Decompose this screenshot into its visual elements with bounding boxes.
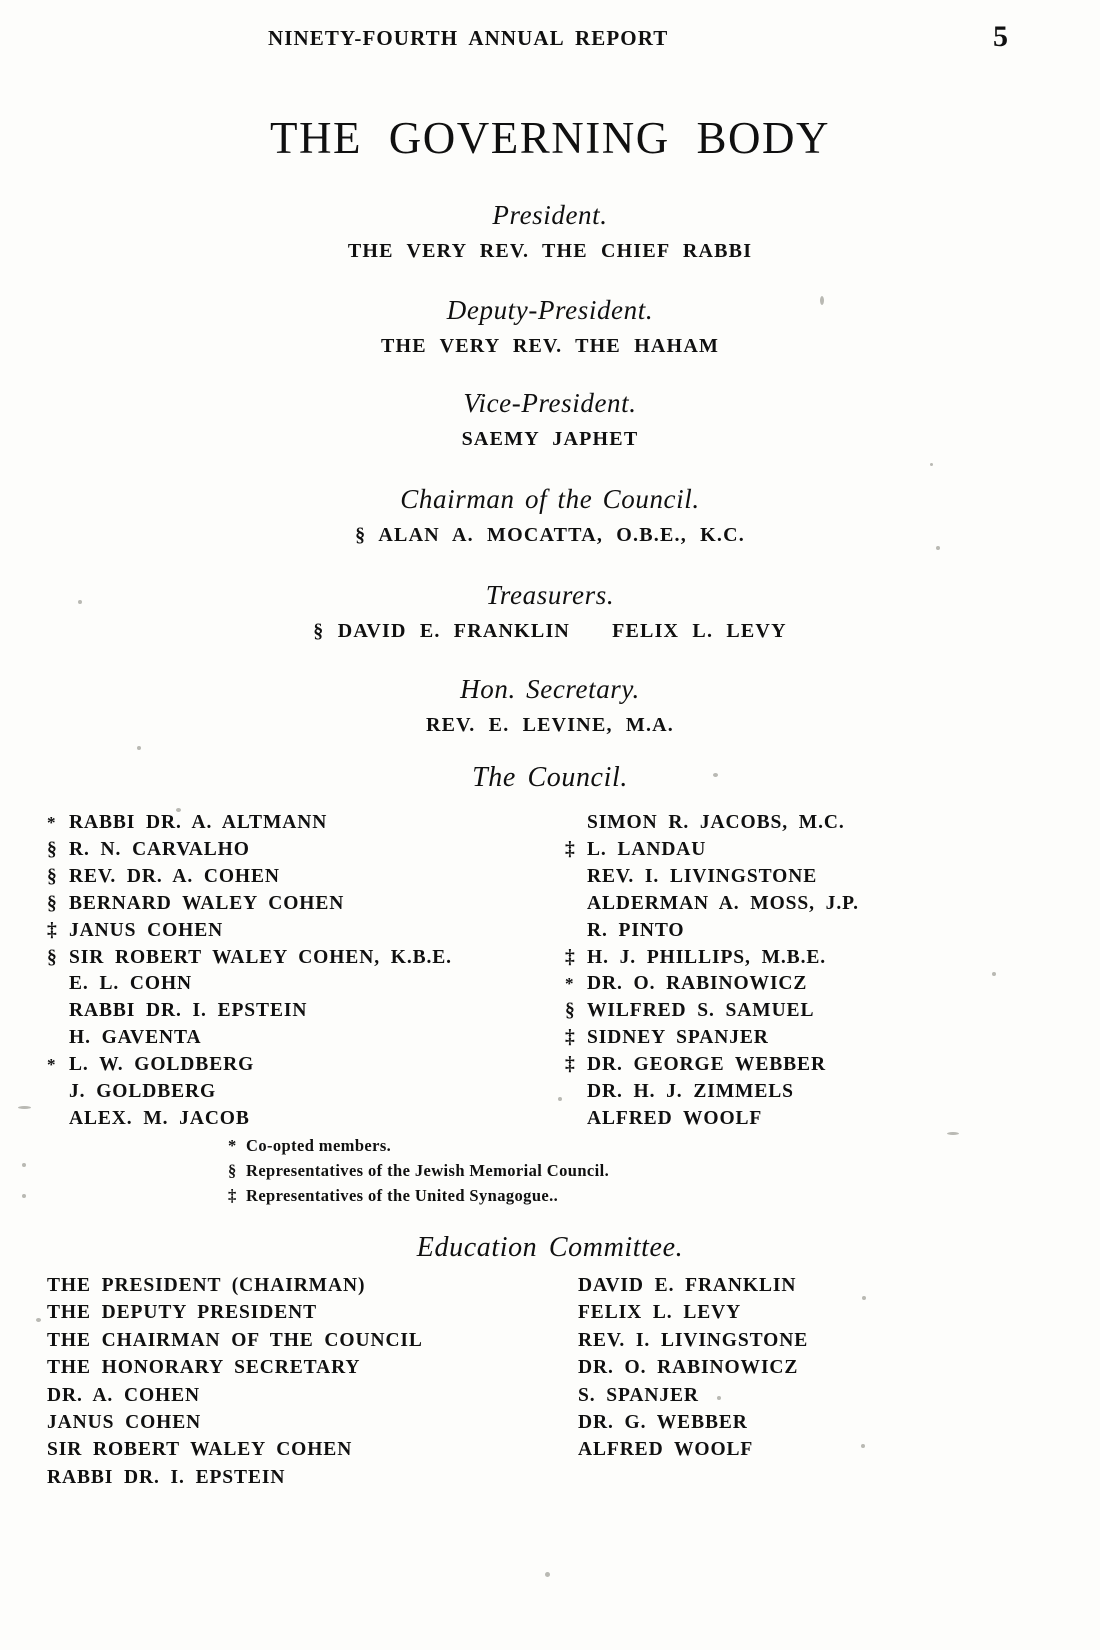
council-member	[565, 837, 1025, 864]
legend-marker: §	[228, 1161, 237, 1180]
council-member	[47, 1106, 527, 1133]
education-member: THE HONORARY SECRETARY	[47, 1357, 361, 1379]
member-name: ALEX. M. JACOB	[69, 1107, 250, 1129]
member-name: SIDNEY SPANJER	[587, 1027, 769, 1049]
legend-marker: ‡	[228, 1186, 237, 1205]
member-name: DR. H. J. ZIMMELS	[587, 1081, 794, 1103]
scan-speck	[930, 463, 933, 466]
council-member	[47, 998, 527, 1025]
officer-name	[0, 428, 1100, 451]
member-marker: §	[565, 1000, 576, 1022]
footnote-legend	[0, 1133, 1100, 1208]
officer-block-hon-secretary	[0, 674, 1100, 737]
member-name: DR. GEORGE WEBBER	[587, 1054, 826, 1076]
legend-text: Co-opted members.	[246, 1136, 392, 1155]
council-member	[565, 1079, 1025, 1106]
scan-speck	[545, 1572, 550, 1577]
council-member	[565, 810, 1025, 837]
officer-name	[0, 335, 1100, 358]
education-committee-heading: Education Committee.	[416, 1232, 684, 1263]
running-head	[0, 20, 1100, 56]
officer-role: Treasurers.	[485, 580, 615, 610]
officer-second-name-text: FELIX L. LEVY	[612, 620, 787, 642]
education-member: FELIX L. LEVY	[578, 1302, 742, 1324]
member-name: ALFRED WOOLF	[587, 1107, 763, 1129]
member-name: J. GOLDBERG	[69, 1081, 217, 1103]
officer-block-president	[0, 200, 1100, 263]
officer-role: Vice-President.	[463, 388, 637, 418]
member-name: SIMON R. JACOBS, M.C.	[587, 812, 845, 833]
education-left-column	[47, 1272, 547, 1491]
officer-marker: §	[313, 620, 325, 642]
council-member	[565, 998, 1025, 1025]
council-member	[47, 891, 527, 918]
education-member: S. SPANJER	[578, 1384, 699, 1406]
council-member	[565, 971, 1025, 998]
council-member	[565, 1052, 1025, 1079]
education-member: ALFRED WOOLF	[578, 1439, 754, 1461]
member-name: REV. I. LIVINGSTONE	[587, 865, 818, 887]
member-marker: §	[47, 865, 58, 887]
education-member: DR. O. RABINOWICZ	[578, 1357, 799, 1379]
council-member	[47, 837, 527, 864]
member-marker: ‡	[565, 946, 576, 968]
legend-item	[228, 1183, 1100, 1208]
officer-block-deputy-president	[0, 295, 1100, 358]
member-marker: §	[47, 946, 58, 968]
member-name: WILFRED S. SAMUEL	[587, 1000, 815, 1022]
member-name: H. GAVENTA	[69, 1027, 202, 1049]
member-marker: ‡	[565, 1054, 576, 1076]
council-member	[565, 891, 1025, 918]
officer-name-text: DAVID E. FRANKLIN	[337, 620, 571, 642]
legend-item	[228, 1158, 1100, 1183]
page-number: 5	[993, 20, 1008, 53]
council-member	[47, 918, 527, 945]
member-name: REV. DR. A. COHEN	[69, 865, 280, 887]
council-member	[47, 945, 527, 972]
member-name: R. PINTO	[587, 919, 685, 941]
member-marker: ‡	[565, 1027, 576, 1049]
member-name: R. N. CARVALHO	[69, 838, 250, 860]
officer-name	[0, 714, 1100, 737]
council-member	[47, 971, 527, 998]
council-member	[47, 864, 527, 891]
council-heading: The Council.	[472, 762, 628, 793]
education-member: REV. I. LIVINGSTONE	[578, 1329, 809, 1351]
member-marker: ‡	[565, 838, 576, 860]
officer-role: President.	[492, 200, 608, 230]
member-name: E. L. COHN	[69, 973, 193, 995]
council-member-list	[0, 810, 1100, 1130]
education-member: DAVID E. FRANKLIN	[578, 1275, 797, 1296]
council-member	[565, 918, 1025, 945]
scan-speck	[137, 746, 141, 750]
member-name: RABBI DR. A. ALTMANN	[69, 812, 328, 833]
legend-item	[228, 1133, 1100, 1158]
member-marker: *	[47, 813, 57, 832]
officer-name	[0, 240, 1100, 263]
council-member	[47, 1079, 527, 1106]
officer-name-text: THE VERY REV. THE CHIEF RABBI	[347, 240, 753, 262]
officer-marker: §	[355, 524, 367, 546]
legend-text: Representatives of the United Synagogue..	[246, 1186, 559, 1205]
education-member: DR. G. WEBBER	[578, 1412, 748, 1434]
page-title: THE GOVERNING BODY	[270, 113, 830, 163]
officer-block-chairman-of-council	[0, 484, 1100, 547]
council-member	[47, 810, 527, 837]
council-member	[565, 1025, 1025, 1052]
legend-text: Representatives of the Jewish Memorial Council.	[246, 1161, 610, 1180]
member-marker: ‡	[47, 919, 58, 941]
member-name: SIR ROBERT WALEY COHEN, K.B.E.	[69, 946, 452, 968]
officer-block-treasurers	[0, 580, 1100, 643]
education-member: THE DEPUTY PRESIDENT	[47, 1302, 317, 1324]
officer-name-text: ALAN A. MOCATTA, O.B.E., K.C.	[378, 524, 745, 546]
education-right-column	[578, 1272, 1018, 1464]
member-marker: *	[47, 1055, 57, 1075]
member-name: RABBI DR. I. EPSTEIN	[69, 1000, 308, 1022]
council-member	[47, 1025, 527, 1052]
council-member	[565, 864, 1025, 891]
member-name: DR. O. RABINOWICZ	[587, 973, 808, 995]
education-member: JANUS COHEN	[47, 1412, 202, 1434]
education-committee-list	[0, 1272, 1100, 1532]
member-marker: §	[47, 838, 58, 860]
member-name: H. J. PHILLIPS, M.B.E.	[587, 946, 827, 968]
education-member: THE PRESIDENT (CHAIRMAN)	[47, 1275, 366, 1296]
council-right-column	[565, 810, 1025, 1133]
member-marker: *	[565, 974, 575, 994]
council-member	[47, 1052, 527, 1079]
officer-role: Chairman of the Council.	[400, 484, 700, 514]
officer-name	[0, 524, 1100, 547]
officer-role: Hon. Secretary.	[460, 674, 640, 704]
education-member: DR. A. COHEN	[47, 1384, 200, 1406]
officer-name-text: SAEMY JAPHET	[461, 428, 639, 450]
education-member: SIR ROBERT WALEY COHEN	[47, 1439, 353, 1461]
member-name: L. LANDAU	[587, 838, 707, 860]
council-member	[565, 945, 1025, 972]
officer-role: Deputy-President.	[446, 295, 654, 325]
officer-block-vice-president	[0, 388, 1100, 451]
education-member: RABBI DR. I. EPSTEIN	[47, 1466, 286, 1488]
officer-name-text: REV. E. LEVINE, M.A.	[426, 714, 674, 736]
council-left-column	[47, 810, 527, 1133]
member-name: ALDERMAN A. MOSS, J.P.	[587, 892, 859, 914]
council-member	[565, 1106, 1025, 1133]
member-name: BERNARD WALEY COHEN	[69, 892, 345, 914]
education-member: THE CHAIRMAN OF THE COUNCIL	[47, 1329, 423, 1351]
running-head-title: NINETY-FOURTH ANNUAL REPORT	[268, 26, 669, 50]
officer-name-text: THE VERY REV. THE HAHAM	[380, 335, 720, 357]
member-name: L. W. GOLDBERG	[69, 1054, 255, 1076]
legend-marker: *	[228, 1136, 237, 1155]
member-marker: §	[47, 892, 58, 914]
officer-name	[0, 620, 1100, 643]
member-name: JANUS COHEN	[69, 919, 224, 941]
